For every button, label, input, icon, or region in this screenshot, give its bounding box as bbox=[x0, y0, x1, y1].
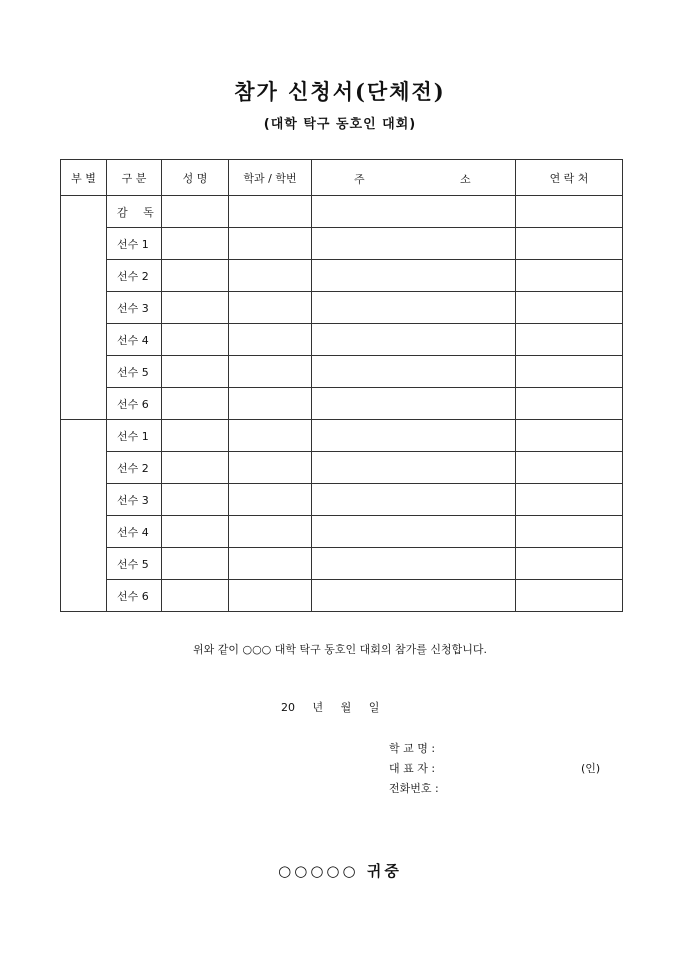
name-cell[interactable] bbox=[162, 516, 229, 548]
category-cell: 선수 5 bbox=[107, 548, 162, 580]
table-header-row bbox=[61, 160, 623, 196]
contact-cell[interactable] bbox=[516, 580, 623, 612]
category-cell: 선수 1 bbox=[107, 228, 162, 260]
contact-cell[interactable] bbox=[516, 420, 623, 452]
category-cell: 선수 4 bbox=[107, 324, 162, 356]
address-cell[interactable] bbox=[312, 228, 516, 260]
dept-id-cell[interactable] bbox=[229, 580, 312, 612]
name-cell[interactable] bbox=[162, 292, 229, 324]
address-cell[interactable] bbox=[312, 196, 516, 228]
declaration-text: 위와 같이 ○○○ 대학 탁구 동호인 대회의 참가를 신청합니다. bbox=[192, 643, 488, 656]
name-cell[interactable] bbox=[162, 580, 229, 612]
form-title: 참가 신청서(단체전) bbox=[234, 79, 446, 104]
name-cell[interactable] bbox=[162, 260, 229, 292]
dept-id-cell[interactable] bbox=[229, 260, 312, 292]
category-cell: 선수 4 bbox=[107, 516, 162, 548]
header-address-part-a: 주 bbox=[354, 173, 365, 186]
address-cell[interactable] bbox=[312, 420, 516, 452]
dept-id-cell[interactable] bbox=[229, 484, 312, 516]
header-division: 부 별 bbox=[61, 160, 107, 196]
category-cell: 선수 3 bbox=[107, 484, 162, 516]
phone-label: 전화번호 : bbox=[389, 782, 439, 795]
contact-cell[interactable] bbox=[516, 516, 623, 548]
name-cell[interactable] bbox=[162, 452, 229, 484]
category-cell: 감 독 bbox=[107, 196, 162, 228]
header-category: 구 분 bbox=[107, 160, 162, 196]
category-cell: 선수 6 bbox=[107, 580, 162, 612]
contact-cell[interactable] bbox=[516, 356, 623, 388]
contact-cell[interactable] bbox=[516, 260, 623, 292]
table-row bbox=[61, 580, 623, 612]
category-cell: 선수 5 bbox=[107, 356, 162, 388]
contact-cell[interactable] bbox=[516, 292, 623, 324]
name-cell[interactable] bbox=[162, 388, 229, 420]
category-cell: 선수 2 bbox=[107, 452, 162, 484]
application-date: 20 년 월 일 bbox=[281, 701, 380, 714]
name-cell[interactable] bbox=[162, 228, 229, 260]
contact-cell[interactable] bbox=[516, 228, 623, 260]
contact-cell[interactable] bbox=[516, 388, 623, 420]
table-row bbox=[61, 484, 623, 516]
dept-id-cell[interactable] bbox=[229, 516, 312, 548]
address-cell[interactable] bbox=[312, 580, 516, 612]
table-row bbox=[61, 420, 623, 452]
contact-cell[interactable] bbox=[516, 484, 623, 516]
header-dept-id: 학과 / 학번 bbox=[229, 160, 312, 196]
contact-cell[interactable] bbox=[516, 452, 623, 484]
address-cell[interactable] bbox=[312, 324, 516, 356]
table-row bbox=[61, 228, 623, 260]
table-row bbox=[61, 452, 623, 484]
name-cell[interactable] bbox=[162, 548, 229, 580]
address-cell[interactable] bbox=[312, 292, 516, 324]
category-cell: 선수 1 bbox=[107, 420, 162, 452]
header-contact: 연 락 처 bbox=[516, 160, 623, 196]
contact-cell[interactable] bbox=[516, 324, 623, 356]
seal-mark: (인) bbox=[581, 762, 601, 775]
division-cell-group-2[interactable] bbox=[61, 420, 107, 612]
representative-label: 대 표 자 : bbox=[389, 762, 436, 775]
dept-id-cell[interactable] bbox=[229, 292, 312, 324]
address-cell[interactable] bbox=[312, 516, 516, 548]
header-name: 성 명 bbox=[162, 160, 229, 196]
category-cell: 선수 6 bbox=[107, 388, 162, 420]
application-table bbox=[60, 159, 623, 612]
name-cell[interactable] bbox=[162, 420, 229, 452]
dept-id-cell[interactable] bbox=[229, 228, 312, 260]
table-row bbox=[61, 292, 623, 324]
dept-id-cell[interactable] bbox=[229, 548, 312, 580]
table-row bbox=[61, 324, 623, 356]
header-address bbox=[312, 160, 516, 196]
addressee: ○○○○○ 귀중 bbox=[278, 862, 402, 880]
table-row bbox=[61, 356, 623, 388]
table-row bbox=[61, 548, 623, 580]
table-row bbox=[61, 388, 623, 420]
dept-id-cell[interactable] bbox=[229, 324, 312, 356]
name-cell[interactable] bbox=[162, 324, 229, 356]
dept-id-cell[interactable] bbox=[229, 356, 312, 388]
name-cell[interactable] bbox=[162, 196, 229, 228]
contact-cell[interactable] bbox=[516, 548, 623, 580]
address-cell[interactable] bbox=[312, 260, 516, 292]
dept-id-cell[interactable] bbox=[229, 420, 312, 452]
table-row bbox=[61, 260, 623, 292]
address-cell[interactable] bbox=[312, 548, 516, 580]
table-row bbox=[61, 516, 623, 548]
header-address-part-b: 소 bbox=[460, 173, 471, 186]
division-cell-group-1[interactable] bbox=[61, 196, 107, 420]
name-cell[interactable] bbox=[162, 356, 229, 388]
category-cell: 선수 3 bbox=[107, 292, 162, 324]
contact-cell[interactable] bbox=[516, 196, 623, 228]
address-cell[interactable] bbox=[312, 356, 516, 388]
name-cell[interactable] bbox=[162, 484, 229, 516]
category-cell: 선수 2 bbox=[107, 260, 162, 292]
address-cell[interactable] bbox=[312, 452, 516, 484]
address-cell[interactable] bbox=[312, 388, 516, 420]
address-cell[interactable] bbox=[312, 484, 516, 516]
form-subtitle: (대학 탁구 동호인 대회) bbox=[263, 117, 417, 132]
dept-id-cell[interactable] bbox=[229, 388, 312, 420]
dept-id-cell[interactable] bbox=[229, 452, 312, 484]
school-name-label: 학 교 명 : bbox=[389, 742, 436, 755]
table-row bbox=[61, 196, 623, 228]
dept-id-cell[interactable] bbox=[229, 196, 312, 228]
